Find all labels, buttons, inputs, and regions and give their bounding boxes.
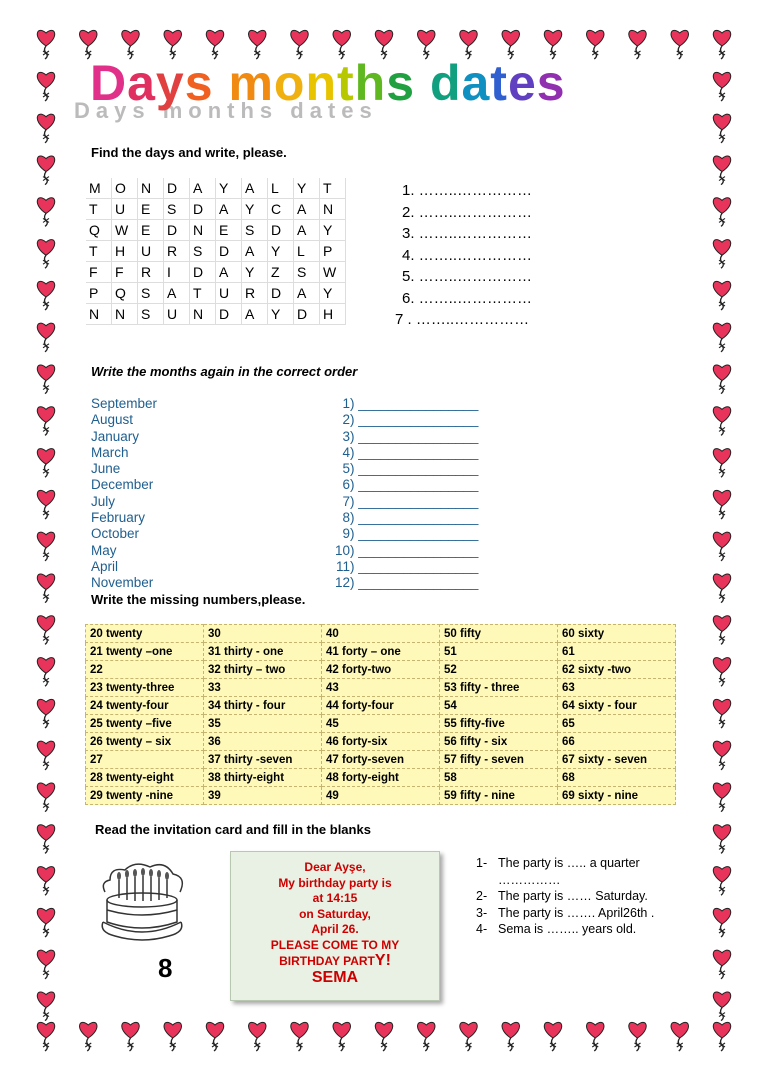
order-blank: 12) ________________	[335, 575, 479, 591]
order-blank: 7) ________________	[342, 493, 479, 509]
heart-icon	[587, 1022, 604, 1051]
answer-line: 5. ……..……………	[402, 268, 533, 285]
month-item: October	[91, 526, 140, 542]
grid-letter: U	[138, 241, 164, 262]
grid-letter: S	[138, 304, 164, 325]
table-cell: 55 fifty-five	[440, 715, 558, 733]
grid-row	[86, 178, 346, 199]
grid-letter: Y	[294, 178, 320, 199]
grid-letter: S	[138, 283, 164, 304]
heart-icon	[713, 449, 730, 478]
heart-icon	[375, 1022, 392, 1051]
heart-icon	[37, 407, 54, 436]
heart-icon	[629, 30, 646, 59]
heart-icon	[713, 198, 730, 227]
heart-icon	[713, 574, 730, 603]
table-cell: 47 forty-seven	[322, 751, 440, 769]
grid-letter: A	[294, 283, 320, 304]
title-letter: h	[354, 55, 387, 111]
grid-letter: U	[216, 283, 242, 304]
birthday-cake-icon	[95, 852, 190, 942]
title-letter: a	[461, 55, 491, 111]
table-cell: 60 sixty	[558, 625, 676, 643]
page-title	[90, 55, 566, 111]
heart-icon	[713, 532, 730, 561]
heart-icon	[418, 1022, 435, 1051]
grid-letter: H	[320, 304, 346, 325]
grid-letter: P	[86, 283, 112, 304]
table-cell: 58	[440, 769, 558, 787]
heart-icon	[713, 699, 730, 728]
heart-icon	[37, 532, 54, 561]
months-list	[91, 396, 157, 592]
card-line: April 26.	[311, 922, 359, 936]
table-cell: 62 sixty -two	[558, 661, 676, 679]
heart-icon	[460, 1022, 477, 1051]
grid-letter: Q	[86, 220, 112, 241]
heart-icon	[37, 908, 54, 937]
card-line: at 14:15	[312, 891, 358, 905]
table-cell: 21 twenty –one	[86, 643, 204, 661]
order-blank: 11) ________________	[336, 558, 479, 574]
table-cell: 23 twenty-three	[86, 679, 204, 697]
heart-icon	[37, 365, 54, 394]
table-cell: 25 twenty –five	[86, 715, 204, 733]
table-row	[86, 751, 676, 769]
table-cell: 48 forty-eight	[322, 769, 440, 787]
month-item: February	[91, 510, 146, 526]
heart-icon	[713, 908, 730, 937]
grid-letter: A	[164, 283, 190, 304]
table-cell: 30	[204, 625, 322, 643]
grid-letter: F	[86, 262, 112, 283]
numbers-table	[85, 624, 676, 805]
grid-letter: C	[268, 199, 294, 220]
table-cell: 46 forty-six	[322, 733, 440, 751]
heart-icon	[713, 658, 730, 687]
question-item	[476, 905, 654, 922]
grid-row	[86, 241, 346, 262]
title-letter: m	[228, 55, 274, 111]
table-cell: 65	[558, 715, 676, 733]
heart-icon	[37, 992, 54, 1021]
order-blank: 2) ________________	[342, 412, 479, 428]
title-letter: e	[507, 55, 537, 111]
table-cell: 28 twenty-eight	[86, 769, 204, 787]
title-letter: s	[386, 55, 416, 111]
table-cell: 35	[204, 715, 322, 733]
grid-letter: F	[112, 262, 138, 283]
grid-letter: N	[190, 220, 216, 241]
card-greeting: Dear Ayşe,	[304, 860, 366, 874]
order-blank: 5) ________________	[342, 461, 479, 477]
grid-row	[86, 199, 346, 220]
heart-icon	[37, 240, 54, 269]
heart-icon	[713, 992, 730, 1021]
card-line: BIRTHDAY PARTY!	[279, 952, 391, 969]
title-letter: a	[127, 55, 156, 111]
invitation-card	[230, 851, 440, 1001]
table-cell: 56 fifty - six	[440, 733, 558, 751]
table-cell: 49	[322, 787, 440, 805]
section3-heading: Write the missing numbers,please.	[91, 592, 306, 607]
title-letter: d	[429, 55, 462, 111]
heart-icon	[587, 30, 604, 59]
table-cell: 68	[558, 769, 676, 787]
grid-letter: N	[86, 304, 112, 325]
heart-icon	[80, 1022, 97, 1051]
heart-icon	[713, 365, 730, 394]
grid-letter: Y	[268, 241, 294, 262]
grid-row	[86, 304, 346, 325]
grid-letter: A	[216, 199, 242, 220]
section1-heading: Find the days and write, please.	[91, 145, 287, 160]
heart-icon	[37, 867, 54, 896]
grid-letter: Y	[242, 199, 268, 220]
order-blank: 6) ________________	[342, 477, 479, 493]
section2-heading: Write the months again in the correct order	[91, 364, 358, 379]
heart-icon	[713, 323, 730, 352]
heart-icon	[37, 950, 54, 979]
grid-letter: O	[112, 178, 138, 199]
grid-letter: D	[164, 220, 190, 241]
question-text: Sema is …….. years old.	[498, 922, 637, 936]
table-cell: 41 forty – one	[322, 643, 440, 661]
question-text: The party is ……. April26th .	[498, 905, 655, 920]
grid-letter: D	[190, 199, 216, 220]
heart-icon	[713, 1022, 730, 1051]
heart-icon	[37, 825, 54, 854]
table-cell: 66	[558, 733, 676, 751]
heart-icon	[37, 156, 54, 185]
word-search-grid	[86, 178, 346, 325]
table-cell: 29 twenty -nine	[86, 787, 204, 805]
month-item: July	[91, 493, 116, 509]
heart-icon	[333, 1022, 350, 1051]
title-letter	[214, 58, 229, 108]
grid-letter: Z	[268, 262, 294, 283]
table-cell: 54	[440, 697, 558, 715]
grid-letter: A	[242, 304, 268, 325]
grid-letter: W	[320, 262, 346, 283]
heart-icon	[37, 783, 54, 812]
table-cell: 34 thirty - four	[204, 697, 322, 715]
table-cell: 45	[322, 715, 440, 733]
table-cell: 57 fifty - seven	[440, 751, 558, 769]
month-item: January	[91, 428, 140, 444]
page-number: 8	[158, 953, 173, 983]
question-text: The party is …… Saturday.	[498, 889, 648, 903]
table-cell: 52	[440, 661, 558, 679]
grid-letter: R	[138, 262, 164, 283]
heart-icon	[713, 783, 730, 812]
heart-icon	[713, 950, 730, 979]
order-blank: 3) ________________	[342, 428, 479, 444]
title-letter: s	[184, 55, 214, 111]
answer-line: 4. ……..……………	[402, 246, 533, 264]
grid-letter: M	[86, 178, 112, 199]
grid-letter: A	[294, 199, 320, 220]
heart-icon	[291, 1022, 308, 1051]
grid-letter: A	[216, 262, 242, 283]
grid-letter: S	[164, 199, 190, 220]
heart-icon	[37, 198, 54, 227]
order-blank: 10) ________________	[335, 542, 479, 558]
grid-letter: D	[294, 304, 320, 325]
answer-line: 1. ……..……………	[402, 182, 533, 199]
order-blank: 9) ________________	[342, 526, 479, 542]
grid-letter: A	[190, 178, 216, 199]
order-blank: 1) ________________	[342, 396, 479, 411]
grid-letter: Y	[320, 283, 346, 304]
table-cell: 36	[204, 733, 322, 751]
table-cell: 51	[440, 643, 558, 661]
table-cell: 38 thirty-eight	[204, 769, 322, 787]
heart-icon	[206, 1022, 223, 1051]
table-cell: 50 fifty	[440, 625, 558, 643]
grid-letter: U	[112, 199, 138, 220]
grid-letter: N	[320, 199, 346, 220]
table-cell: 63	[558, 679, 676, 697]
table-cell: 40	[322, 625, 440, 643]
answer-line: 7 . ……..……………	[395, 311, 530, 328]
table-cell: 43	[322, 679, 440, 697]
month-item: April	[91, 558, 119, 574]
card-line: My birthday party is	[278, 875, 392, 890]
grid-letter: D	[268, 220, 294, 241]
month-item: June	[91, 461, 121, 477]
month-item: March	[91, 444, 129, 460]
grid-letter: L	[268, 178, 294, 199]
question-item	[476, 888, 654, 905]
table-cell: 61	[558, 643, 676, 661]
grid-letter: E	[138, 220, 164, 241]
invitation-questions	[476, 855, 654, 938]
grid-letter: D	[216, 304, 242, 325]
answer-line: 6. ……..……………	[402, 289, 533, 307]
table-cell: 33	[204, 679, 322, 697]
grid-letter: A	[294, 220, 320, 241]
title-letter: y	[155, 55, 185, 111]
heart-icon	[629, 1022, 646, 1051]
heart-icon	[713, 240, 730, 269]
heart-icon	[713, 156, 730, 185]
heart-icon	[122, 1022, 139, 1051]
table-row	[86, 661, 676, 679]
grid-letter: R	[242, 283, 268, 304]
table-row	[86, 787, 676, 805]
question-text: The party is ….. a quarter ……………	[498, 856, 640, 887]
title-letter: t	[490, 55, 508, 111]
table-cell: 32 thirty – two	[204, 661, 322, 679]
order-blank: 4) ________________	[342, 444, 479, 460]
question-number: 1-	[476, 856, 488, 870]
table-cell: 26 twenty – six	[86, 733, 204, 751]
title-letter: s	[536, 55, 566, 111]
heart-icon	[37, 616, 54, 645]
grid-letter: P	[320, 241, 346, 262]
grid-letter: A	[242, 178, 268, 199]
grid-letter: U	[164, 304, 190, 325]
grid-letter: E	[138, 199, 164, 220]
heart-icon	[37, 449, 54, 478]
table-row	[86, 679, 676, 697]
title-letter: t	[337, 55, 355, 111]
month-item: November	[91, 575, 154, 591]
table-cell: 59 fifty - nine	[440, 787, 558, 805]
table-cell: 69 sixty - nine	[558, 787, 676, 805]
order-blank: 8) ________________	[342, 510, 479, 526]
heart-icon	[37, 574, 54, 603]
answer-line: 3. ……..……………	[402, 225, 533, 242]
title-letter: D	[90, 55, 128, 111]
month-item: May	[91, 542, 117, 558]
heart-icon	[713, 72, 730, 101]
title-letter: n	[305, 55, 338, 111]
grid-letter: S	[294, 262, 320, 283]
heart-icon	[671, 1022, 688, 1051]
heart-icon	[713, 825, 730, 854]
table-cell: 67 sixty - seven	[558, 751, 676, 769]
title-letter: o	[273, 55, 306, 111]
table-cell: 42 forty-two	[322, 661, 440, 679]
grid-letter: Y	[268, 304, 294, 325]
heart-icon	[37, 72, 54, 101]
grid-letter: D	[190, 262, 216, 283]
question-number: 4-	[476, 922, 488, 936]
grid-letter: S	[242, 220, 268, 241]
heart-icon	[164, 1022, 181, 1051]
card-signature: SEMA	[311, 968, 359, 986]
question-continuation: ……………	[498, 872, 561, 887]
table-cell: 39	[204, 787, 322, 805]
grid-letter: T	[190, 283, 216, 304]
grid-letter: D	[268, 283, 294, 304]
grid-row	[86, 283, 346, 304]
table-cell: 37 thirty -seven	[204, 751, 322, 769]
grid-row	[86, 220, 346, 241]
grid-letter: T	[320, 178, 346, 199]
table-row	[86, 715, 676, 733]
section4-heading: Read the invitation card and fill in the blanks	[95, 822, 371, 837]
question-item	[476, 921, 654, 938]
heart-icon	[37, 1022, 54, 1051]
grid-letter: N	[138, 178, 164, 199]
grid-letter: I	[164, 262, 190, 283]
month-item: December	[91, 477, 154, 493]
heart-icon	[713, 30, 730, 59]
grid-letter: N	[190, 304, 216, 325]
heart-icon	[37, 658, 54, 687]
grid-letter: S	[190, 241, 216, 262]
table-row	[86, 625, 676, 643]
grid-letter: A	[242, 241, 268, 262]
grid-letter: N	[112, 304, 138, 325]
title-shadow: Days months dates	[74, 98, 378, 123]
month-item: September	[91, 396, 158, 411]
heart-icon	[37, 114, 54, 143]
grid-letter: L	[294, 241, 320, 262]
card-line: PLEASE COME TO MY	[270, 937, 400, 952]
heart-icon	[502, 1022, 519, 1051]
days-answer-list	[395, 180, 532, 331]
heart-icon	[713, 281, 730, 310]
grid-letter: Y	[242, 262, 268, 283]
table-cell: 31 thirty - one	[204, 643, 322, 661]
grid-letter: T	[86, 199, 112, 220]
heart-icon	[37, 30, 54, 59]
grid-letter: W	[112, 220, 138, 241]
heart-icon	[713, 407, 730, 436]
grid-letter: Q	[112, 283, 138, 304]
question-number: 3-	[476, 905, 488, 920]
card-line: on Saturday,	[299, 906, 371, 921]
grid-letter: Y	[320, 220, 346, 241]
answer-line: 2. ……..……………	[402, 203, 533, 221]
grid-letter: R	[164, 241, 190, 262]
question-item	[476, 855, 654, 888]
heart-icon	[37, 323, 54, 352]
table-cell: 20 twenty	[86, 625, 204, 643]
grid-letter: H	[112, 241, 138, 262]
heart-icon	[37, 490, 54, 519]
heart-icon	[37, 699, 54, 728]
grid-letter: Y	[216, 178, 242, 199]
grid-row	[86, 262, 346, 283]
table-cell: 22	[86, 661, 204, 679]
table-row	[86, 733, 676, 751]
grid-letter: D	[164, 178, 190, 199]
heart-icon	[37, 741, 54, 770]
heart-icon	[713, 741, 730, 770]
grid-letter: T	[86, 241, 112, 262]
heart-icon	[713, 114, 730, 143]
table-cell: 24 twenty-four	[86, 697, 204, 715]
heart-icon	[671, 30, 688, 59]
title-letter	[415, 58, 430, 108]
grid-letter: E	[216, 220, 242, 241]
heart-icon	[249, 1022, 266, 1051]
heart-icon	[713, 867, 730, 896]
heart-icon	[544, 1022, 561, 1051]
grid-letter: D	[216, 241, 242, 262]
table-cell: 53 fifty - three	[440, 679, 558, 697]
heart-icon	[713, 616, 730, 645]
table-row	[86, 769, 676, 787]
table-row	[86, 643, 676, 661]
heart-icon	[713, 490, 730, 519]
table-cell: 27	[86, 751, 204, 769]
question-number: 2-	[476, 889, 488, 903]
table-row	[86, 697, 676, 715]
table-cell: 44 forty-four	[322, 697, 440, 715]
table-cell: 64 sixty - four	[558, 697, 676, 715]
heart-icon	[37, 281, 54, 310]
month-item: August	[91, 412, 134, 428]
months-order-blanks	[335, 396, 478, 592]
